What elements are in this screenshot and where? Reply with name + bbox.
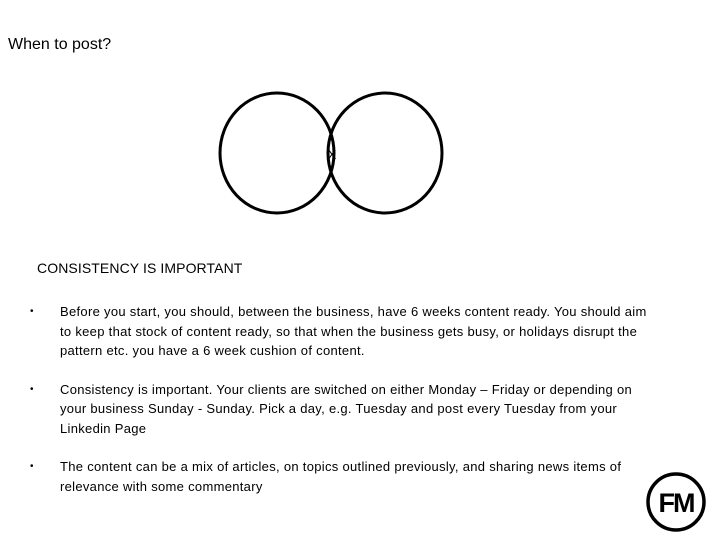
section-heading: CONSISTENCY IS IMPORTANT bbox=[37, 260, 243, 276]
bullet-text: The content can be a mix of articles, on topics outlined previously, and sharing news items of relevance with some commentary bbox=[60, 459, 622, 494]
fm-logo-icon bbox=[644, 470, 708, 534]
bullet-item bbox=[30, 457, 660, 496]
bullet-text: Consistency is important. Your clients are switched on either Monday – Friday or depending on your business Sunday - Sunday. Pick a day, e.g. Tuesday and post every Tuesday from your Linkedin Page bbox=[60, 381, 633, 436]
bullet-icon: • bbox=[30, 306, 34, 317]
venn-left-circle bbox=[220, 93, 334, 213]
bullet-icon: • bbox=[30, 461, 34, 472]
bullet-item bbox=[30, 302, 660, 361]
bullet-text: Before you start, you should, between the business, have 6 weeks content ready. You should aim to keep that stock of content ready, so that when the business gets busy, or holidays disrupt the pattern etc. you have a 6 week cushion of content. bbox=[60, 304, 647, 358]
slide-title: When to post? bbox=[8, 36, 112, 53]
venn-diagram bbox=[215, 88, 451, 218]
bullet-list bbox=[30, 302, 660, 515]
bullet-icon: • bbox=[30, 383, 34, 395]
bullet-item bbox=[30, 380, 660, 439]
venn-right-circle bbox=[328, 93, 442, 213]
venn-intersection-label: X bbox=[327, 147, 337, 162]
logo-text: FM bbox=[658, 488, 694, 518]
